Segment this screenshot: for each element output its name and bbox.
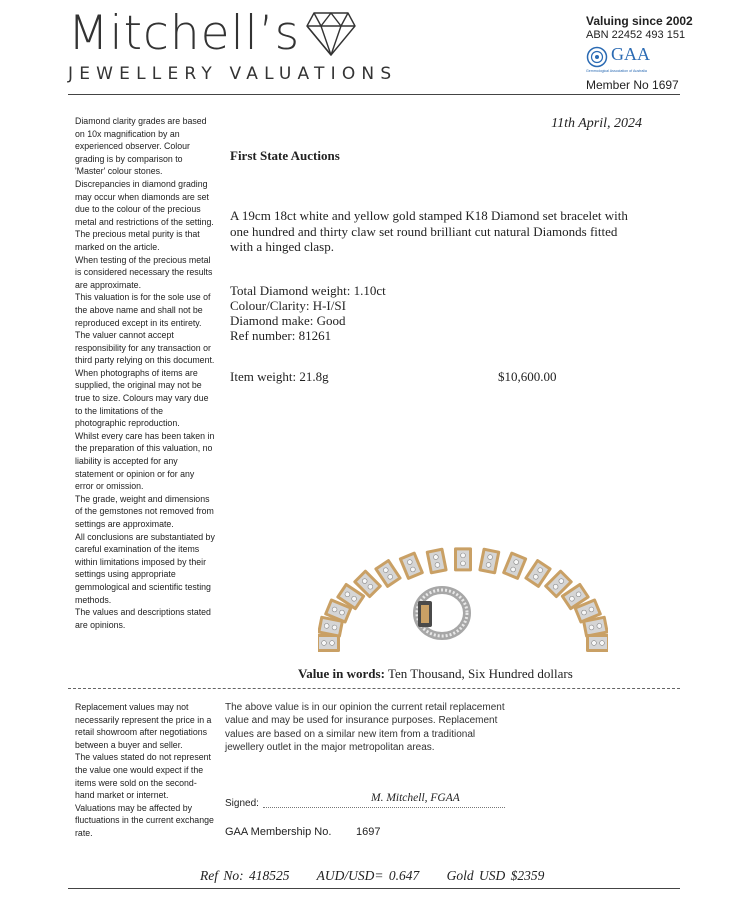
header-divider bbox=[68, 94, 680, 95]
value-in-words-text: Ten Thousand, Six Hundred dollars bbox=[387, 666, 573, 681]
client-name: First State Auctions bbox=[230, 148, 340, 163]
bracelet-link bbox=[454, 547, 472, 571]
term-photographs: When photographs of items are supplied, the original may not be true to size. Colours may vary due to the limitations of the photographic reproduction. bbox=[75, 367, 209, 429]
footer-gold-price: Gold USD $2359 bbox=[446, 868, 545, 883]
gaa-logo bbox=[586, 46, 676, 76]
gaa-emblem-icon bbox=[586, 46, 608, 68]
brand-subtitle: JEWELLERY VALUATIONS bbox=[68, 64, 398, 84]
signature-name: M. Mitchell, FGAA bbox=[371, 792, 460, 804]
diamond-logo-icon bbox=[305, 10, 357, 58]
valuation-date: 11th April, 2024 bbox=[551, 116, 642, 131]
diamond-specs bbox=[230, 283, 386, 343]
dashed-divider bbox=[68, 688, 680, 689]
replacement-disclaimer: The above value is in our opinion the current retail replacement value and may be used for insurance purposes. Replacement values are based on a similar new item from a traditional jewellery outlet in the major metropolitan areas. bbox=[225, 702, 505, 754]
footer-info bbox=[200, 868, 566, 884]
signature-line bbox=[263, 807, 505, 808]
item-value: $10,600.00 bbox=[498, 369, 557, 384]
bracelet-photo bbox=[318, 533, 608, 653]
member-number: Member No 1697 bbox=[586, 78, 679, 92]
item-description: A 19cm 18ct white and yellow gold stamped K18 Diamond set bracelet with one hundred and thirty claw set round brilliant cut natural Diamonds fitted with a hinged clasp. bbox=[230, 208, 628, 254]
item-weight: Item weight: 21.8g bbox=[230, 369, 329, 384]
buckle-clasp bbox=[417, 590, 467, 636]
diamond-make: Diamond make: Good bbox=[230, 313, 346, 328]
abn: ABN 22452 493 151 bbox=[586, 29, 686, 41]
footer-exchange-rate: AUD/USD= 0.647 bbox=[316, 868, 420, 883]
bracelet-link bbox=[478, 547, 500, 574]
term-sole-use: This valuation is for the sole use of the above name and shall not be reproduced except in its entirety. bbox=[75, 292, 211, 328]
gaa-text: GAA bbox=[611, 44, 650, 64]
term-opinions: The values and descriptions stated are opinions. bbox=[75, 607, 211, 630]
replacement-note-2: The values stated do not represent the value one would expect if the items were sold on the second-hand market or internet. bbox=[75, 752, 211, 801]
sidebar-replacement bbox=[75, 701, 215, 840]
bracelet-link bbox=[425, 547, 447, 574]
valuing-since: Valuing since 2002 bbox=[586, 14, 693, 28]
term-responsibility: The valuer cannot accept responsibility for any transaction or third party relying on this document. bbox=[75, 330, 215, 366]
ref-number: Ref number: 81261 bbox=[230, 328, 332, 343]
footer-ref: Ref No: 418525 bbox=[200, 868, 290, 883]
replacement-note-3: Valuations may be affected by fluctuations in the current exchange rate. bbox=[75, 802, 214, 838]
value-in-words-label: Value in words: bbox=[298, 666, 385, 681]
membership-number: 1697 bbox=[356, 826, 381, 838]
header-contact bbox=[586, 14, 693, 42]
sidebar-terms bbox=[75, 115, 215, 631]
gaa-subtext: Gemmological Association of Australia bbox=[586, 69, 647, 73]
total-diamond-weight: Total Diamond weight: 1.10ct bbox=[230, 283, 386, 298]
bracelet-link bbox=[502, 551, 528, 580]
value-in-words bbox=[298, 666, 573, 682]
signed-label: Signed: bbox=[225, 798, 259, 809]
brand-name: Mitchell’s bbox=[68, 6, 301, 61]
term-testing: When testing of the precious metal is considered necessary the results are approximate. bbox=[75, 254, 213, 290]
footer-divider bbox=[68, 888, 680, 889]
term-clarity: Diamond clarity grades are based on 10x magnification by an experienced observer. Colour grading is by comparison to 'Master' colour stones. Discrepancies in diamond grading may occur when diamonds are set due to the colour of the precious metal and restrictions of the setting. bbox=[75, 116, 214, 227]
bracelet-link bbox=[398, 551, 424, 580]
membership-label: GAA Membership No. bbox=[225, 826, 332, 838]
bracelet-link bbox=[586, 634, 608, 652]
colour-clarity: Colour/Clarity: H-I/SI bbox=[230, 298, 346, 313]
replacement-note-1: Replacement values may not necessarily represent the price in a retail showroom after negotiations between a buyer and seller. bbox=[75, 702, 212, 750]
term-conclusions: All conclusions are substantiated by careful examination of the items within limitations imposed by their settings using appropriate gemmological and scientific testing methods. bbox=[75, 531, 215, 605]
term-gemstones: The grade, weight and dimensions of the gemstones not removed from settings are approximate. bbox=[75, 493, 214, 529]
term-purity: The precious metal purity is that marked on the article. bbox=[75, 229, 200, 252]
term-liability: Whilst every care has been taken in the preparation of this valuation, no liability is accepted for any statement or opinion or for any error or omission. bbox=[75, 430, 215, 492]
